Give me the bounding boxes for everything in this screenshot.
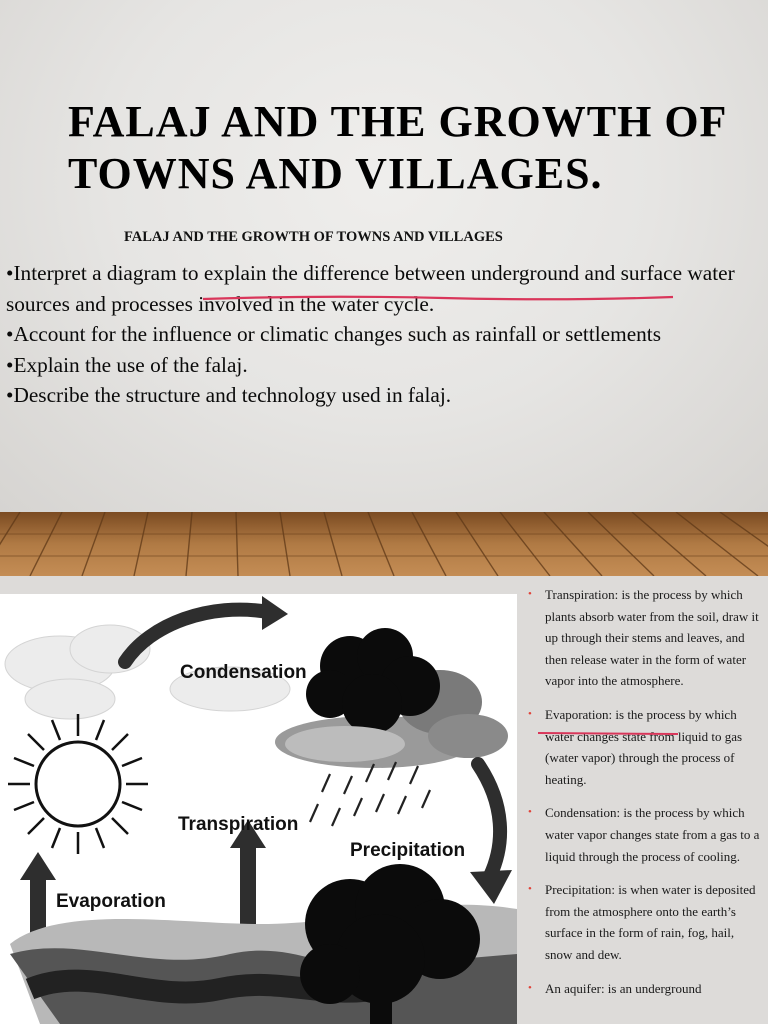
definitions-list xyxy=(528,584,763,1011)
definition-item: • An aquifer: is an underground xyxy=(528,978,763,1000)
bullet-dot-icon: • xyxy=(528,883,532,896)
definition-item: • Evaporation: is the process by which water changes state from liquid to gas (water vapor) through the process of heating. xyxy=(528,704,763,790)
red-underline-annotation xyxy=(203,293,673,307)
sun-icon xyxy=(8,714,148,854)
bullet-dot-icon: • xyxy=(528,806,532,819)
bullet-dot-icon: • xyxy=(528,588,532,600)
objective-item: •Explain the use of the falaj. xyxy=(6,352,248,377)
label-transpiration: Transpiration xyxy=(178,814,299,835)
rain-cloud-icon xyxy=(275,628,508,768)
red-strike-annotation xyxy=(538,728,678,738)
objectives-list xyxy=(6,258,761,411)
label-precipitation: Precipitation xyxy=(350,840,466,861)
bullet-dot-icon: • xyxy=(528,981,532,994)
objective-item: •Interpret a diagram to explain the difference between underground and surface water sources and processes involved in the water cycle. xyxy=(6,261,735,316)
wooden-floor-strip xyxy=(0,512,768,576)
slide-subtitle: FALAJ AND THE GROWTH OF TOWNS AND VILLAGES xyxy=(124,229,503,245)
water-cycle-diagram xyxy=(0,594,517,1024)
slide-title: FALAJ AND THE GROWTH OF TOWNS AND VILLAGES. xyxy=(68,97,726,198)
rain-icon xyxy=(310,762,430,826)
label-evaporation: Evaporation xyxy=(56,891,166,912)
objective-item: •Describe the structure and technology used in falaj. xyxy=(6,383,452,407)
definition-item: • Condensation: is the process by which water vapor changes state from a gas to a liquid through the process of cooling. xyxy=(528,802,763,867)
slide-2 xyxy=(0,576,768,1024)
definition-item: • Precipitation: is when water is deposited from the atmosphere onto the earth’s surface in the form of rain, fog, hail, snow and dew. xyxy=(528,879,763,965)
objective-item: •Account for the influence or climatic changes such as rainfall or settlements xyxy=(6,322,661,346)
definition-item: • Transpiration: is the process by which plants absorb water from the soil, draw it up through their stems and leaves, and then release water in the form of water vapor into the atmosphere. xyxy=(528,584,763,692)
bullet-dot-icon: • xyxy=(528,707,532,720)
label-condensation: Condensation xyxy=(180,662,307,683)
